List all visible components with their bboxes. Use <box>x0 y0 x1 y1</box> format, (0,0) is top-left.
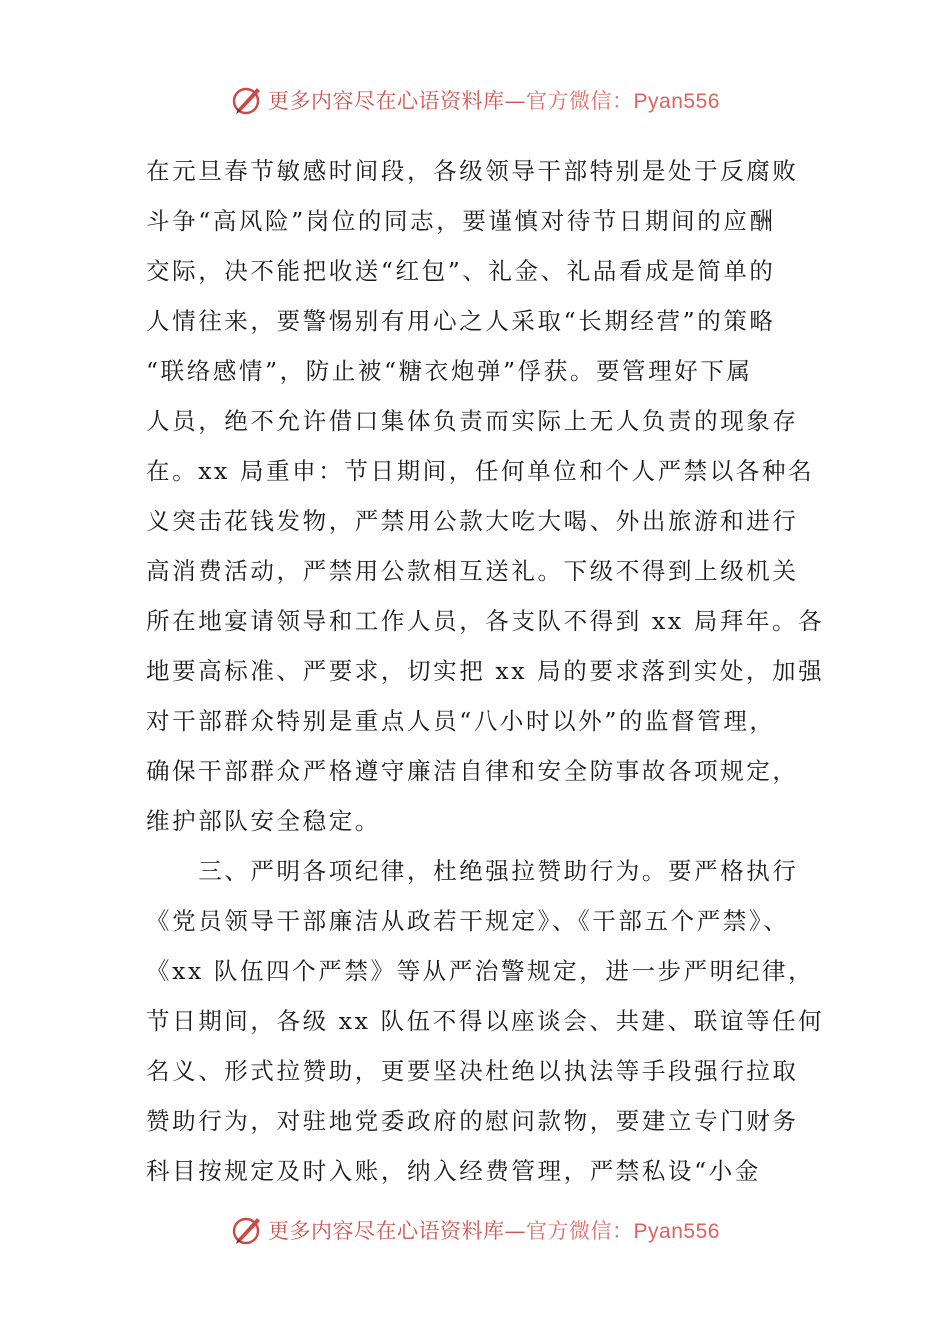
text-line: 节日期间，各级 xx 队伍不得以座谈会、共建、联谊等任何 <box>146 1007 825 1035</box>
header-banner <box>0 78 950 122</box>
text-line: 高消费活动，严禁用公款相互送礼。下级不得到上级机关 <box>146 557 799 585</box>
text-line: 维护部队安全稳定。 <box>146 807 381 835</box>
text-line: 地要高标准、严要求，切实把 xx 局的要求落到实处，加强 <box>146 657 825 685</box>
banner-text: 更多内容尽在心语资料库—官方微信：Pyan556 <box>268 1219 720 1243</box>
text-line: 《xx 队伍四个严禁》等从严治警规定，进一步严明纪律， <box>146 957 815 985</box>
text-line: 《党员领导干部廉洁从政若干规定》、《干部五个严禁》、 <box>146 907 790 935</box>
text-line: “联络感情”，防止被“糖衣炮弹”俘获。要管理好下属 <box>146 357 753 385</box>
text-line: 交际，决不能把收送“红包”、礼金、礼品看成是简单的 <box>146 257 776 285</box>
text-line: 人员，绝不允许借口集体负责而实际上无人负责的现象存 <box>146 407 799 435</box>
banner-text: 更多内容尽在心语资料库—官方微信：Pyan556 <box>268 89 720 113</box>
paragraph-1 <box>146 146 825 846</box>
text-line: 人情往来，要警惕别有用心之人采取“长期经营”的策略 <box>146 307 776 335</box>
footer-banner <box>0 1208 950 1252</box>
pen-logo-icon <box>230 1213 264 1247</box>
text-line: 确保干部群众严格遵守廉洁自律和安全防事故各项规定， <box>146 757 799 785</box>
text-line: 斗争“高风险”岗位的同志，要谨慎对待节日期间的应酬 <box>146 207 776 235</box>
text-line: 在元旦春节敏感时间段，各级领导干部特别是处于反腐败 <box>146 157 799 185</box>
text-line: 在。xx 局重申：节日期间，任何单位和个人严禁以各种名 <box>146 457 815 485</box>
text-line: 科目按规定及时入账，纳入经费管理，严禁私设“小金 <box>146 1157 761 1185</box>
text-line: 赞助行为，对驻地党委政府的慰问款物，要建立专门财务 <box>146 1107 799 1135</box>
text-line: 所在地宴请领导和工作人员，各支队不得到 xx 局拜年。各 <box>146 607 825 635</box>
text-line: 义突击花钱发物，严禁用公款大吃大喝、外出旅游和进行 <box>146 507 799 535</box>
text-line: 三、严明各项纪律，杜绝强拉赞助行为。要严格执行 <box>146 857 799 885</box>
document-body <box>146 146 825 1196</box>
paragraph-2 <box>146 846 825 1196</box>
text-line: 对干部群众特别是重点人员“八小时以外”的监督管理， <box>146 707 776 735</box>
pen-logo-icon <box>230 83 264 117</box>
text-line: 名义、形式拉赞助，更要坚决杜绝以执法等手段强行拉取 <box>146 1057 799 1085</box>
